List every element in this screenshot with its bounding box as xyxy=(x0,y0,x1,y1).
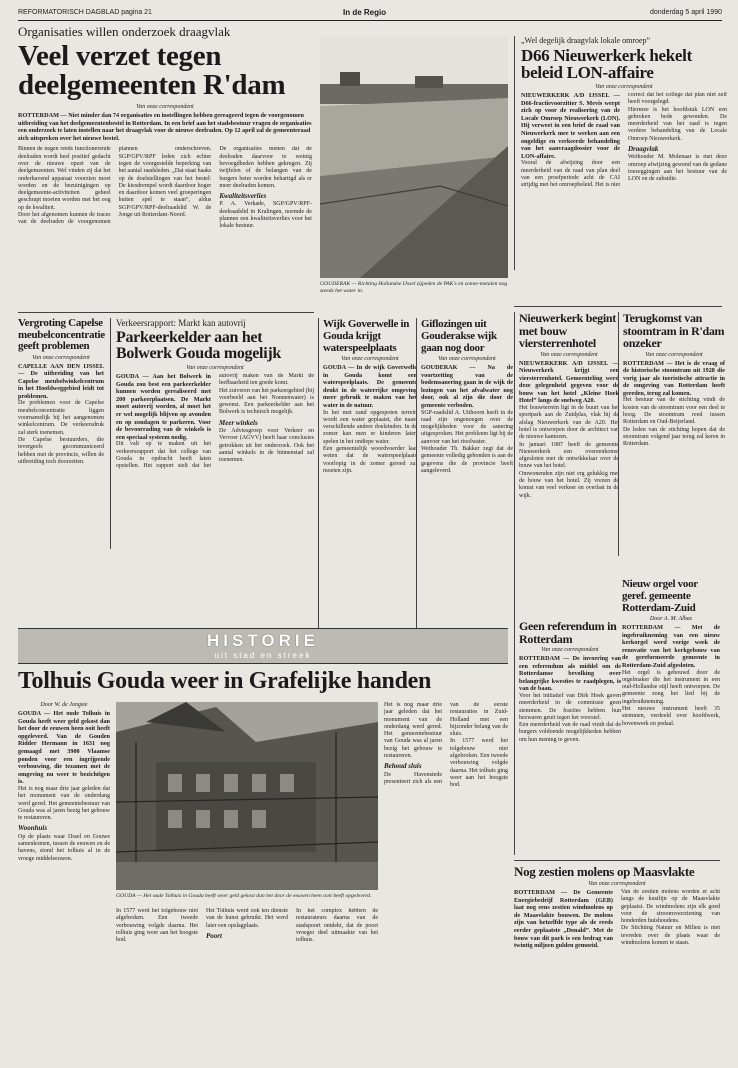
photo-gouderak xyxy=(320,36,508,278)
article-paragraph: De Stichting Natuur en Milieu is niet tevreden over de plaats waar de windmolens komen te staan. xyxy=(621,925,720,947)
article-paragraph: Van de zestien molens worden er acht langs de kustlijn op de Maasvlakte geplaatst. De windmolens zijn elk goed voor de stroomvoorziening van honderden huishoudens. xyxy=(621,889,720,925)
article-lead: ROTTERDAM — Het is de vraag of de historische stoomtram uit 1928 die vorig jaar als toeristische attractie in de omgeving van Rotterdam heeft gereden, terug zal komen. xyxy=(623,359,725,397)
article-paragraph: Binnen de negen reeds functionerende deelraden wordt heel positief gedacht over de nieuwe opzet van de deelgemeenten. Wel vinden zij dat het onderhavend apparaat voorzien moet worden en de bezuinigingen op deelgemeente-activiteiten geheel geschrapt moeten worden met het oog op de kwaliteit. xyxy=(18,146,111,211)
article-subhead: Meer winkels xyxy=(219,418,258,427)
article-body xyxy=(623,360,725,556)
article-tolhuis-body xyxy=(116,908,378,1058)
historie-banner xyxy=(18,628,508,664)
article-paragraph: Het is nog maar drie jaar geleden dat het monument van de onderdang werd gered. Het gemeentebestuur van Gouda was al jaren bezig het gebouw te restaureren. xyxy=(384,702,442,760)
article-byline: Van onze correspondent xyxy=(136,104,194,110)
article-headline: Nieuw orgel voor geref. gemeente Rotterdam-Zuid xyxy=(622,578,698,614)
article-byline: Van onze correspondent xyxy=(645,351,703,358)
article-lead: NIEUWERKERK A/D IJSSEL — D66-fractievoorzitter S. Mevis werpt zich op voor de realisering van de Locale Omroep Nieuwerkerk (LON). Hij verweet in een brief de raad van Nieuwerkerk mee te werken aan een ongeldige en verkeerde behandeling van het aanvraagdossier voor de LON-affaire. xyxy=(521,92,620,160)
article-subhead: Kwaliteitsverlies xyxy=(219,192,267,201)
article-lead: GOUDA — Aan het Bolwerk in Gouda zou best een parkeerkelder kunnen worden gerealiseerd met 200 parkeerplaatsen. De Markt moet autovrij worden, al moet het er wel mogelijk blijven op avonden en op zondagen te parkeren. Voor de bevoorrading van de winkels is een speciaal systeem nodig. xyxy=(116,373,211,441)
article-byline: Van onze correspondent xyxy=(540,351,598,358)
article-subhead: Behoud sluis xyxy=(384,762,422,771)
article-paragraph: In het complex hebben de restaurateurs daarna van de stadspoort ontdekt, dat de poort vroeger deel uitmaakte van het tolhuis. xyxy=(296,908,378,944)
article-byline: Door A. M. Albas xyxy=(649,616,693,622)
article-paragraph: De Capelse bestuurders, die tevergeefs gecommuniceerd hebben met de provincie, willen de uitbreiding toch doorzetten. xyxy=(18,436,104,465)
photo-tolhuis xyxy=(116,702,378,890)
article-headline: Tolhuis Gouda weer in Grafelijke handen xyxy=(18,668,432,694)
article-headline: Terugkomst van stoomtram in R'dam onzeker xyxy=(623,311,725,350)
article-subhead: Poort xyxy=(206,931,222,940)
article-paragraph: In het met zand opgespoten terrein wordt een water geplaatst, die naast verschillende andere doeleinden. In de zomer kan men er kinderen laten spelen in het ondiepe water. xyxy=(323,409,417,445)
article-paragraph: De Adviesgroep voor Verkeer en Vervoer (AGVV) heeft haar conclusies getrokken uit het onderzoek. Ook het aantal winkels in de binnenstad zal toenemen. xyxy=(219,428,314,464)
article-lead: GOUDA — Het oude Tolhuis in Gouda heeft weer geld gekost dan het door de eeuwen heen ooit heeft opgeleverd. Van de Gouden Ridder Hermann in 1631 nog gemaagd met 3900 Vlaamse ponden voor een ingrijpende verbouwing, die tezamen met de omgeving nu weer te bezichtigen is. xyxy=(18,710,110,786)
banner-subtitle: uit stad en streek xyxy=(214,651,312,660)
article-lead: ROTTERDAM — Met de ingebruikneming van een nieuw kerkorgel werd vorige week de renovatie van het kerkgebouw van de gereformeerde gemeente in Rotterdam-Zuid afgesloten. xyxy=(622,624,720,669)
article-body xyxy=(18,363,104,573)
article-body xyxy=(622,624,720,900)
article-paragraph: Voor het initiatief van Dirk Hoek gaven meerderheid in de commissie geen stemmen. De fracties hebben hun bezwaren geuit tegen het voorstel. xyxy=(519,692,621,721)
article-paragraph: Een gemeentelijk woordvoerder laat weten dat de waterspeelplaats voorlopig in de zomer gereed zal moeten zijn. xyxy=(323,446,417,474)
tolhuis-photo-image xyxy=(116,702,378,890)
article-orgel xyxy=(622,578,720,900)
article-byline: Van onze correspondent xyxy=(186,365,244,371)
article-paragraph: SGP-raadslid A. Uithoorn heeft in de raad zijn ongenoegen over de mogelijkheden voor de sanering uitgesproken. Het probleem ligt bij de aanvoer van het rioolwater. xyxy=(421,409,513,445)
article-byline: Van onze correspondent xyxy=(438,356,496,362)
article-lead: GOUDA — In de wijk Goverwelle in Gouda komt een waterspeelplaats. De gemeente denkt in de waterrijke omgeving meer gebruik te maken van het water in de natuur. xyxy=(323,364,417,409)
article-kicker: „Wel degelijk draagvlak lokale omroep” xyxy=(521,36,651,45)
article-stoomtram xyxy=(618,312,725,556)
article-body xyxy=(421,364,513,636)
article-paragraph: De problemen voor de Capelse meubelconcentratie liggen voornamelijk bij het aangenomen winkelcentrum. De verkeersdruk zal sterk toenemen. xyxy=(18,400,104,436)
article-paragraph: Het is nog maar drie jaar geleden dat het monument van de onderdang werd gered. Het gemeentebestuur van Gouda was al jaren bezig het gebouw te restaureren. xyxy=(18,785,110,822)
article-paragraph: Het Tolhuis werd ook ten dienste van de kunst gebruikt. Het werd later een opslagplaats. xyxy=(206,908,288,929)
article-lead: ROTTERDAM — De invoering van een referendum als middel om de Rotterdamse bevolking over belangrijke kwesties te raadplegen, is van de baan. xyxy=(519,655,621,693)
article-headline: Parkeerkelder aan het Bolwerk Gouda mogelijk xyxy=(116,329,281,362)
article-tolhuis-right xyxy=(384,702,508,1058)
article-lead: GOUDERAK — Na de voortzetting van de bodemsanering gaan in de wijk de lozingen van het afvalwater nog door, ook al zijn die door de gemeente verboden. xyxy=(421,364,513,409)
article-paragraph: Het bouwterrein ligt in de buurt van het sportpark aan de Zuidplas, vlak bij de afslag Nieuwerkerk van de A20. Het hotel is ontworpen door de architect van de nieuwe kantoren. xyxy=(519,405,619,441)
article-kicker: Organisaties willen onderzoek draagvlak xyxy=(18,24,231,39)
article-lead: ROTTERDAM — De Gemeente Energiebedrijf Rotterdam (GEB) laat nog eens zestien windmolens op de Maasvlakte bouwen. De molens zijn van hetzelfde type als de reeds eerder geplaatste „Donald”. Met de bouw van dit park is een bedrag van twintig miljoen gulden gemoeid. xyxy=(514,889,613,950)
article-paragraph: Dit valt op te maken uit het verkeersrapport dat het college van Gouda in opdracht heeft laten opstellen. Het rapport stelt dat het autovrij maken van de Markt de leefbaarheid ten goede komt. xyxy=(116,373,314,470)
article-lead: CAPELLE AAN DEN IJSSEL — De uitbreiding van het Capelse meubelwinkelcentrum in het Hoofdweggebied leidt tot problemen. xyxy=(18,362,104,400)
article-subhead: Draagvlak xyxy=(628,145,659,154)
article-byline: Van onze correspondent xyxy=(541,647,599,653)
article-paragraph: Het nieuwe instrument heeft 35 stemmen, verdeeld over hoofdwerk, bovenwerk en pedaal. xyxy=(622,706,720,727)
photo-gouderak-block xyxy=(320,36,508,298)
article-body xyxy=(519,655,621,855)
article-kicker: Verkeersrapport: Markt kan autovrij xyxy=(116,318,246,328)
article-headline: Veel verzet tegen deelgemeenten R'dam xyxy=(18,40,286,101)
section-name: In de Regio xyxy=(343,8,387,17)
article-headline: Wijk Goverwelle in Gouda krijgt waterspeelplaats xyxy=(323,318,410,354)
article-headline: Vergroting Capelse meubelconcentratie geeft problemen xyxy=(18,317,105,352)
article-tolhuis-headline-block xyxy=(18,668,508,694)
article-paragraph: Wethouder M. Molenaar is met deze omroep afwijzing gewend van de gedane toezeggingen aan het bestuur van de LON en de subsidie. xyxy=(628,154,727,183)
article-paragraph: Hiermee is het hoofdstuk LON een gebroken bede gewonden. De meerderheid van het raad is tegen verdere behandeling van de Locale Omroep Nieuwerkerk. xyxy=(628,106,727,142)
divider xyxy=(514,306,722,307)
article-headline: Nieuwerkerk begint met bouw viersterrenhotel xyxy=(519,311,616,350)
article-byline: Van onze correspondent xyxy=(588,881,646,887)
photo-caption: GOUDERAK — Richting Hollandse IJssel zijpeden de PAK's en zonne-metalen nog steeds het water in. xyxy=(320,281,508,294)
article-paragraph: In 1577 werd het tolgebouw niet afgebroken. Een tweede verbouwing volgde daarna. Het tolhuis ging weer aan het hoogste bod. xyxy=(116,908,198,944)
article-paragraph: De leden van de stichting hopen dat de stoomtram volgend jaar terug zal keren in Rotterdam. xyxy=(623,426,725,448)
article-paragraph: In 1577 werd het tolgebouw niet afgebroken. Een tweede verbouwing volgde daarna. Het tolhuis ging weer aan het hoogste bod. xyxy=(450,738,508,789)
article-paragraph: P. A. Verkade, SGP/GPV/RPF-deelraadslid in Kralingen, noemde de plannen een kwaliteitsverlies voor het lokale bestuur. xyxy=(219,201,312,230)
article-paragraph: Wethouder Th. Bakker zegt dat de gemeente volledig gebonden is aan de gegevens die de provincie heeft aangeleverd. xyxy=(421,446,513,474)
article-body xyxy=(18,710,110,1050)
article-lead: NIEUWERKERK A/D IJSSEL — Nieuwerkerk krijgt een viersterrenhotel. Gemeenteling werd deze gelegenheid gegeven voor de bouw van het hotel „Kleine Hoek Hotel” langs de snelweg A20. xyxy=(519,359,619,405)
article-d66 xyxy=(514,36,727,270)
photo-caption: GOUDA — Het oude Tolhuis in Gouda heeft weer geld gekost dan het door de eeuwen heen ooit heeft opgeleverd. xyxy=(116,893,372,899)
article-byline: Van onze correspondent xyxy=(595,84,653,90)
article-paragraph: Een meerderheid van de raad vindt dat de burgers voldoende mogelijkheden hebben om hun mening te geven. xyxy=(519,722,621,743)
photo-tolhuis-block xyxy=(116,702,378,900)
article-paragraph: Omwonenden zijn niet erg gelukkig met de bouw van het hotel. Zij vrezen de komst van veel verkeer en overlast in de wijk. xyxy=(519,470,619,499)
article-parkeerkelder xyxy=(110,318,314,549)
article-paragraph: In januari 1987 heeft de gemeente Nieuwerkerk een overeenkomst afgesloten met de ontwikkelaar over de bouw van het hotel. xyxy=(519,441,619,470)
article-body xyxy=(521,92,727,270)
article-paragraph: Op de plaats waar IJssel en Gouwe samenkomen, tussen de eeuwen en de havens, stond het tolhuis al in de vroege middeleeuwen. xyxy=(18,833,110,862)
article-referendum xyxy=(514,620,621,855)
article-hotel xyxy=(514,312,619,650)
article-headline: Nog zestien molens op Maasvlakte xyxy=(514,864,695,879)
article-paragraph: De Havenstede presenteert zich als een van de eerste restauraties in Zuid-Holland met een bijzonder belang van de sluis. xyxy=(384,702,508,785)
divider xyxy=(18,312,314,313)
article-body xyxy=(116,373,314,549)
article-body xyxy=(519,360,619,650)
article-body xyxy=(18,146,312,264)
page-date: donderdag 5 april 1990 xyxy=(649,9,722,16)
article-byline: Van onze correspondent xyxy=(32,354,90,361)
article-tolhuis-lead xyxy=(18,702,110,1050)
river-photo-image xyxy=(320,36,508,278)
article-paragraph: De organisaties menen dat de deelraden daarvoor te weinig bevoegdheden hebben gekregen. Zij twijfelen of de belangen van de burgers beter worden behartigd als er meer deelraden komen. xyxy=(219,146,312,189)
article-deelgemeenten xyxy=(18,24,312,264)
article-lead: ROTTERDAM — Niet minder dan 74 organisaties en instellingen hebben gereageerd tegen de voorgenomen uitbreiding van het deelgemeentenbestel in Rotterdam. In een brief aan het stadsbestuur vragen de organisaties een onderzoek te laten instellen naar het draagvlak voor de nieuwe deelraden. Op 12 april zal de gemeenteraad zich uitspreken over het nieuwe bestel. xyxy=(18,112,312,142)
article-goverwelle xyxy=(318,318,417,636)
article-byline: Van onze correspondent xyxy=(341,356,399,362)
article-subhead: Woonhuis xyxy=(18,824,48,833)
article-giflozingen xyxy=(416,318,513,636)
article-headline: D66 Nieuwerkerk hekelt beleid LON-affaire xyxy=(521,46,692,82)
article-paragraph: Vooral de afwijzing door een meerderheid van de raad van plan deel van een proefperiode acht de CAI strijdig met het omroepbeleid. Het is niet correct dat het college dat plan niet zelf heeft voorgelegd. xyxy=(521,92,727,189)
article-headline: Geen referendum in Rotterdam xyxy=(519,619,617,646)
article-paragraph: Het zuiveren van het parkeergebied (bij voorbeeld aan het Nonnenwater) is gewenst. Een parkeerkelder aan het Bolwerk is technisch mogelijk. xyxy=(219,387,314,416)
article-byline: Door W. de Jongste xyxy=(40,702,88,708)
paper-name: REFORMATORISCH DAGBLAD pagina 21 xyxy=(18,9,152,16)
banner-title: HISTORIE xyxy=(207,631,319,650)
article-capelle xyxy=(18,318,104,573)
article-paragraph: Door het afgenomen kunnen de traces van de deelraden de voorgenomen plannen onderschreven. SGP/GPV/RPF leden zich echter tegen de voorgestelde beperking van het aantal raadsleden. „Dat staat haaks op de doelstellingen van het bestel: De kiesdrempel wordt daardoor hoger en daardoor komen veel groeperingen buiten spel te staan”, aldus SGP/GPV/RPF-deelraadslid W. de Jonge uit Rotterdam-Noord. xyxy=(18,146,212,226)
article-body xyxy=(323,364,417,636)
page-header xyxy=(18,6,722,21)
article-paragraph: Het orgel is gebouwd door de orgelmaker die het instrument in een oud-Hollandse stijl heeft ontworpen. De gemeente zong het lied bij de ingebruikneming. xyxy=(622,669,720,705)
article-headline: Giflozingen uit Gouderakse wijk gaan nog door xyxy=(421,318,497,354)
article-paragraph: Het bestuur van de stichting vindt de kosten van de stoomtram voor een deel te hoog. De stoomtram reed tussen Rotterdam en Oud-Beijerland. xyxy=(623,397,725,426)
article-maasvlakte xyxy=(514,860,720,1049)
article-body xyxy=(514,889,720,1049)
